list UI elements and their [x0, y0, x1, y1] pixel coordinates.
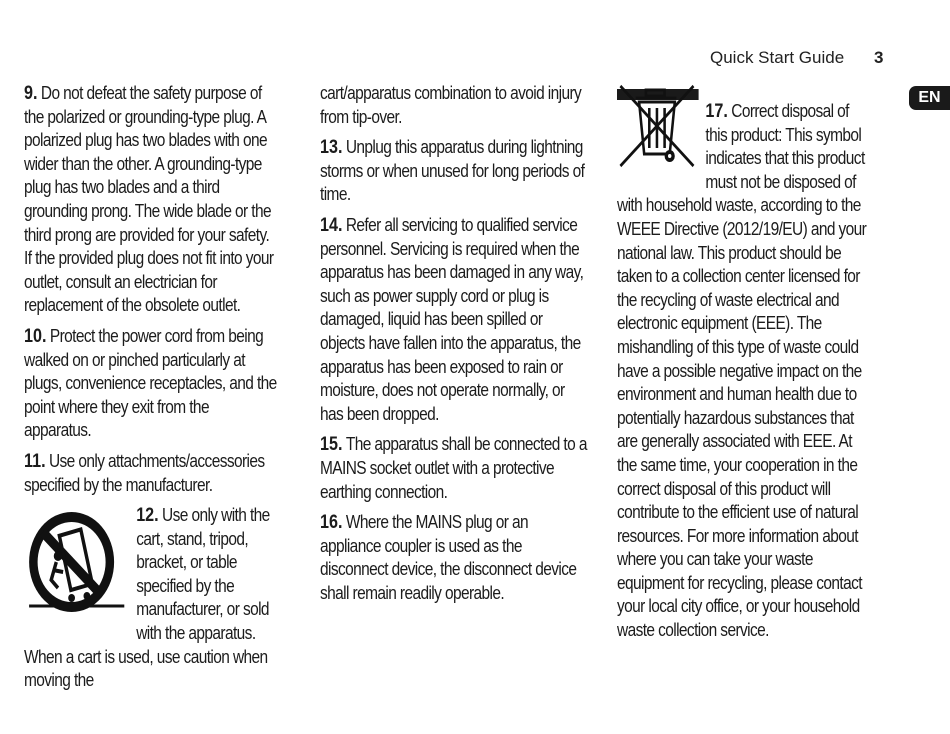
- guide-title: Quick Start Guide: [710, 48, 845, 67]
- cart-tip-over-warning-icon: [24, 510, 129, 627]
- page-header: [710, 48, 884, 68]
- safety-item-9: 9. Do not defeat the safety purpose of the polarized or grounding-type plug. A polarized plug has two blades with one wider than the other. A grounding-type plug has two blades and a third grounding prong. The wide blade or the third prong are provided for your safety. If the provided plug does not fit into your outlet, consult an electrician for replacement of the obsolete outlet.: [24, 83, 274, 316]
- page-number: 3: [874, 48, 884, 67]
- column-1: [24, 82, 279, 700]
- safety-item-16: 16. Where the MAINS plug or an appliance coupler is used as the disconnect device, the disconnect device shall remain readily operable.: [320, 512, 577, 603]
- safety-item-12-continued: cart/apparatus combination to avoid injury from tip-over.: [320, 83, 582, 127]
- safety-item-12: 12. Use only with the cart, stand, tripod, bracket, or table specified by the manufacturer, or sold with the apparatus. When a cart is used, use caution when moving the: [24, 505, 270, 691]
- crossed-out-wheelie-bin-icon: [617, 84, 699, 177]
- safety-item-11: 11. Use only attachments/accessories specified by the manufacturer.: [24, 450, 265, 495]
- language-badge: EN: [909, 86, 950, 110]
- safety-item-15: 15. The apparatus shall be connected to a MAINS socket outlet with a protective earthing connection.: [320, 434, 587, 502]
- safety-item-14: 14. Refer all servicing to qualified service personnel. Servicing is required when the apparatus has been damaged in any way, such as power supply cord or plug is damaged, liquid has been spilled or objects have fallen into the apparatus, the apparatus has been exposed to rain or moisture, does not operate normally, or has been dropped.: [320, 214, 584, 424]
- safety-item-13: 13. Unplug this apparatus during lightning storms or when unused for long periods of time.: [320, 137, 585, 205]
- column-2: [320, 82, 588, 612]
- column-3: 17. Correct disposal of this product: This symbol indicates that this product must not be disposed of with household waste, according to the WEEE Directive (2012/19/EU) and your national law. This product should be taken to a collection center licensed for the recycling of waste electrical and electronic equipment (EEE). The mishandling of this type of waste could have a possible negative impact on the environment and human health due to potentially hazardous substances that are generally associated with EEE. At the same time, your cooperation in the correct disposal of this product will contribute to the efficient use of natural resources. For more information about where you can take your waste equipment for recycling, please contact your local city office, or your household waste collection service.: [617, 82, 872, 650]
- safety-item-10: 10. Protect the power cord from being walked on or pinched particularly at plugs, convenience receptacles, and the point where they exit from the apparatus.: [24, 325, 277, 441]
